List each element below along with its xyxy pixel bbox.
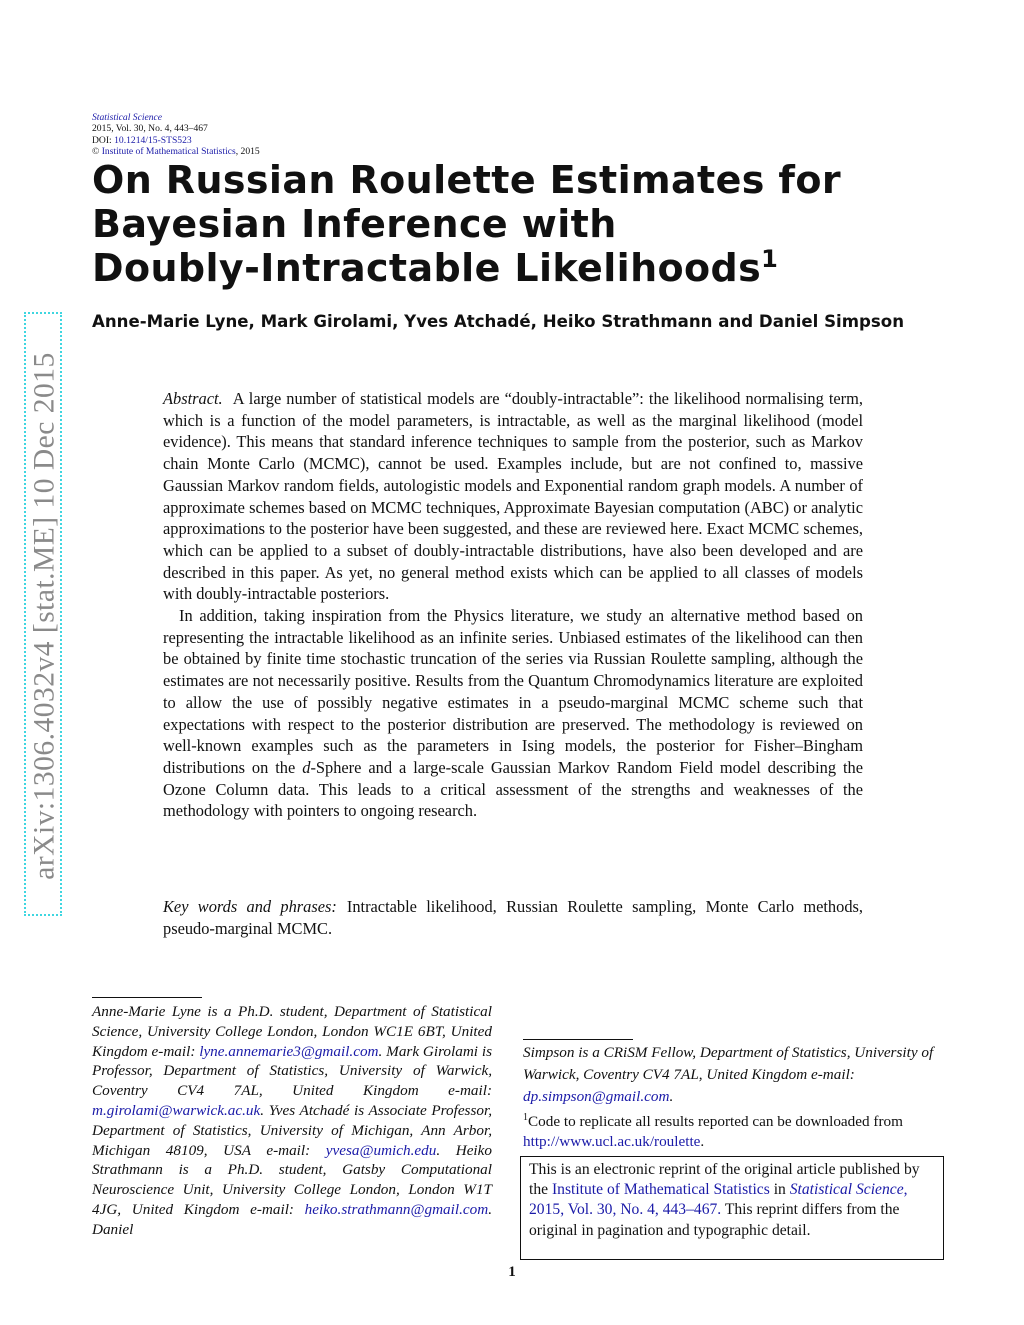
abstract	[163, 388, 863, 822]
email-simpson-link[interactable]: dp.simpson@gmail.com	[523, 1088, 670, 1105]
email-girolami-link[interactable]: m.girolami@warwick.ac.uk	[92, 1101, 261, 1119]
title-footnote-mark: 1	[761, 245, 779, 273]
doi-link[interactable]: 10.1214/15-STS523	[114, 134, 192, 146]
email-atchade-link[interactable]: yvesa@umich.edu	[325, 1141, 437, 1159]
abstract-paragraph-1: Abstract. A large number of statistical models are “doubly-intractable”: the likelihood normalising term, which is a function of the model parameters, is intractable, as well as the marginal likelihood (model evidence). This means that standard inference techniques to sample from the posterior, such as Markov chain Monte Carlo (MCMC), cannot be used. Examples include, but are not confined to, massive Gaussian Markov random fields, autologistic models and Exponential random graph models. A number of approximate schemes based on MCMC techniques, Approximate Bayesian computation (ABC) or analytic approximations to the posterior have been suggested, and these are reviewed here. Exact MCMC schemes, which can be applied to a subset of doubly-intractable distributions, have also been developed and are described in this paper. As yet, no general method exists which can be applied to all classes of models with doubly-intractable posteriors.	[163, 389, 863, 604]
ims-link[interactable]: Institute of Mathematical Statistics	[101, 146, 236, 158]
author-affiliations-left: Anne-Marie Lyne is a Ph.D. student, Department of Statistical Science, University College London, London WC1E 6BT, United Kingdom e-mail: lyne.annemarie3@gmail.com. Mark Girolami is Professor, Department of Statistics, University of Warwick, Coventry CV4 7AL, United Kingdom e-mail: m.girolami@warwick.ac.uk. Yves Atchadé is Associate Professor, Department of Statistics, University of Michigan, Ann Arbor, Michigan 48109, USA e-mail: yvesa@umich.edu. Heiko Strathmann is a Ph.D. student, Gatsby Computational Neuroscience Unit, University College London, London W1T 4JG, United Kingdom e-mail: heiko.strathmann@gmail.com. Daniel	[92, 1003, 492, 1238]
email-lyne-link[interactable]: lyne.annemarie3@gmail.com	[199, 1042, 379, 1060]
keywords-heading: Key words and phrases:	[163, 897, 337, 916]
arxiv-identifier: arXiv:1306.4032v4 [stat.ME] 10 Dec 2015	[28, 352, 61, 880]
reprint-ims-link[interactable]: Institute of Mathematical Statistics	[551, 1181, 770, 1199]
keywords: Key words and phrases: Intractable likelihood, Russian Roulette sampling, Monte Carlo methods, pseudo-marginal MCMC.	[163, 897, 863, 938]
author-list: Anne-Marie Lyne, Mark Girolami, Yves Atchadé, Heiko Strathmann and Daniel Simpson	[92, 312, 905, 331]
email-strathmann-link[interactable]: heiko.strathmann@gmail.com	[304, 1200, 489, 1218]
abstract-heading: Abstract.	[163, 389, 223, 408]
abstract-paragraph-2: In addition, taking inspiration from the Physics literature, we study an alternative method based on representing the intractable likelihood as an infinite series. Unbiased estimates of the likelihood can then be obtained by finite time stochastic truncation of the series via Russian Roulette sampling, although the estimates are not necessarily positive. Results from the Quantum Chromodynamics literature are exploited to allow the use of possibly negative estimates in a pseudo-marginal MCMC scheme such that expectations with respect to the posterior distribution are preserved. The methodology is reviewed on well-known examples such as the parameters in Ising models, the posterior for Fisher–Bingham distributions on the d-Sphere and a large-scale Gaussian Markov Random Field model describing the Ozone Column data. This leads to a critical assessment of the strengths and weaknesses of the methodology with pointers to ongoing research.	[163, 606, 863, 821]
journal-header	[92, 112, 260, 158]
page-number: 1	[508, 1264, 516, 1280]
reprint-journal-link[interactable]: Statistical Science, 2015, Vol. 30, No. 4, 443–467.	[529, 1181, 908, 1219]
volume-line: 2015, Vol. 30, No. 4, 443–467	[92, 123, 208, 135]
code-footnote: $^1$Code to replicate all results reported can be downloaded from http://www.ucl.ac.uk/roulette.	[523, 1112, 903, 1151]
footnote-rule-left	[92, 997, 202, 998]
arxiv-stamp	[24, 312, 62, 916]
author-affiliations-right: Simpson is a CRiSM Fellow, Department of Statistics, University of Warwick, Coventry CV4 7AL, United Kingdom e-mail: dp.simpson@gmail.com.	[523, 1044, 934, 1105]
copyright-line: © Institute of Mathematical Statistics, 2015	[92, 146, 260, 158]
code-footnote-mark: 1	[523, 1112, 528, 1123]
roulette-url-link[interactable]: http://www.ucl.ac.uk/roulette	[523, 1133, 701, 1151]
reprint-notice: This is an electronic reprint of the original article published by the Institute of Mathematical Statistics in Statistical Science, 2015, Vol. 30, No. 4, 443–467. This reprint differs from the original in pagination and typographic detail.	[520, 1156, 944, 1260]
journal-name-link[interactable]: Statistical Science	[92, 112, 163, 123]
paper-title: On Russian Roulette Estimates for Bayesian Inference with Doubly-Intractable Likelihoods$^1$	[92, 158, 842, 290]
footnote-rule-right	[523, 1039, 633, 1040]
doi-line: DOI: 10.1214/15-STS523	[92, 134, 192, 146]
